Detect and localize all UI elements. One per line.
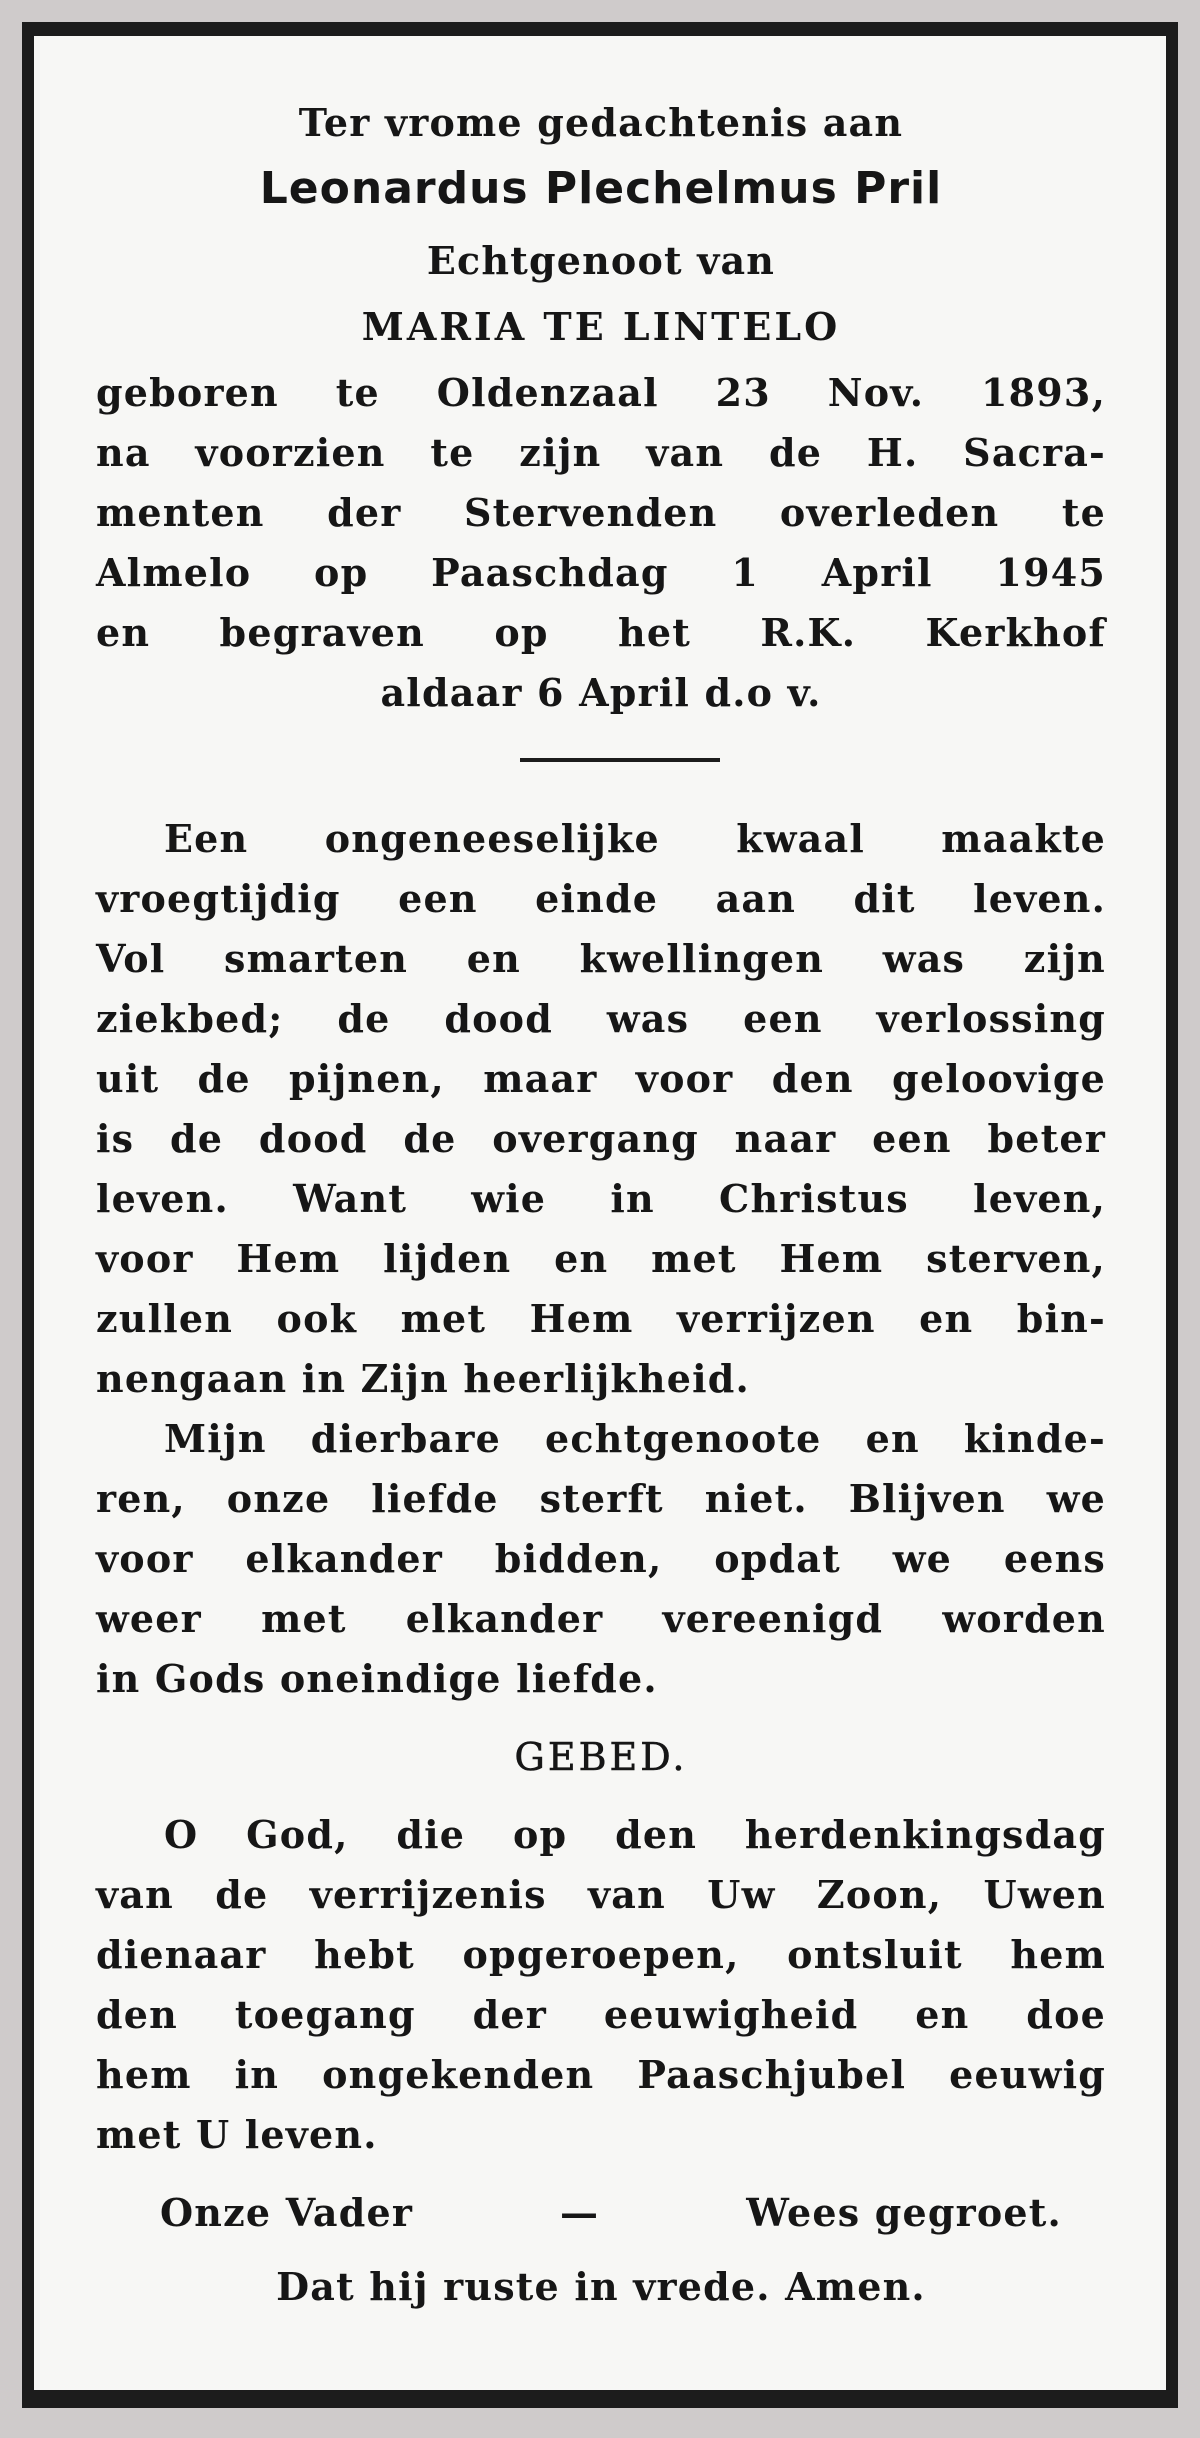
prayer-line: van de verrijzenis van Uw Zoon, Uwen <box>96 1872 1106 1917</box>
prayer-line: hem in ongekenden Paaschjubel eeuwig <box>96 2052 1106 2097</box>
text-line: nengaan in Zijn heerlijkheid. <box>96 1356 750 1401</box>
text-line: zullen ook met Hem verrijzen en bin- <box>96 1296 1106 1341</box>
text-line: in Gods oneindige liefde. <box>96 1656 658 1701</box>
spouse-intro: Echtgenoot van <box>426 238 776 283</box>
text-line: Een ongeneeselijke kwaal maakte <box>164 816 1106 861</box>
bio-line: en begraven op het R.K. Kerkhof <box>96 610 1106 655</box>
text-line: ren, onze liefde sterft niet. Blijven we <box>96 1476 1106 1521</box>
rest-in-peace: Dat hij ruste in vrede. Amen. <box>276 2264 926 2309</box>
prayer-heading: GEBED. <box>514 1735 688 1779</box>
text-line: Vol smarten en kwellingen was zijn <box>96 936 1106 981</box>
text-line: vroegtijdig een einde aan dit leven. <box>96 876 1106 921</box>
bio-line: aldaar 6 April d.o v. <box>380 670 822 715</box>
divider <box>520 758 720 762</box>
prayer-line: O God, die op den herdenkingsdag <box>164 1812 1106 1857</box>
text-line: ziekbed; de dood was een verlossing <box>96 996 1106 1041</box>
text-line: leven. Want wie in Christus leven, <box>96 1176 1106 1221</box>
bio-line: geboren te Oldenzaal 23 Nov. 1893, <box>96 370 1106 415</box>
text-line: voor elkander bidden, opdat we eens <box>96 1536 1106 1581</box>
our-father: Onze Vader <box>160 2190 414 2235</box>
closing-prayers <box>160 2188 1062 2238</box>
bio-line: menten der Stervenden overleden te <box>96 490 1106 535</box>
text-line: weer met elkander vereenigd worden <box>96 1596 1106 1641</box>
text-line: uit de pijnen, maar voor den geloovige <box>96 1056 1106 1101</box>
text-line: Mijn dierbare echtgenoote en kinde- <box>164 1416 1106 1461</box>
memorial-card <box>22 22 1178 2408</box>
text-line: voor Hem lijden en met Hem sterven, <box>96 1236 1106 1281</box>
prayer-line: den toegang der eeuwigheid en doe <box>96 1992 1106 2037</box>
deceased-name: Leonardus Plechelmus Pril <box>259 163 943 214</box>
prayer-line: met U leven. <box>96 2112 378 2157</box>
text-line: is de dood de overgang naar een beter <box>96 1116 1106 1161</box>
spouse-name: MARIA TE LINTELO <box>361 304 841 349</box>
hail-mary: Wees gegroet. <box>746 2190 1062 2235</box>
bio-line: na voorzien te zijn van de H. Sacra- <box>96 430 1106 475</box>
dedication-line: Ter vrome gedachtenis aan <box>298 100 904 145</box>
closing-dash: — <box>560 2190 600 2235</box>
bio-line: Almelo op Paaschdag 1 April 1945 <box>96 550 1106 595</box>
prayer-line: dienaar hebt opgeroepen, ontsluit hem <box>96 1932 1106 1977</box>
